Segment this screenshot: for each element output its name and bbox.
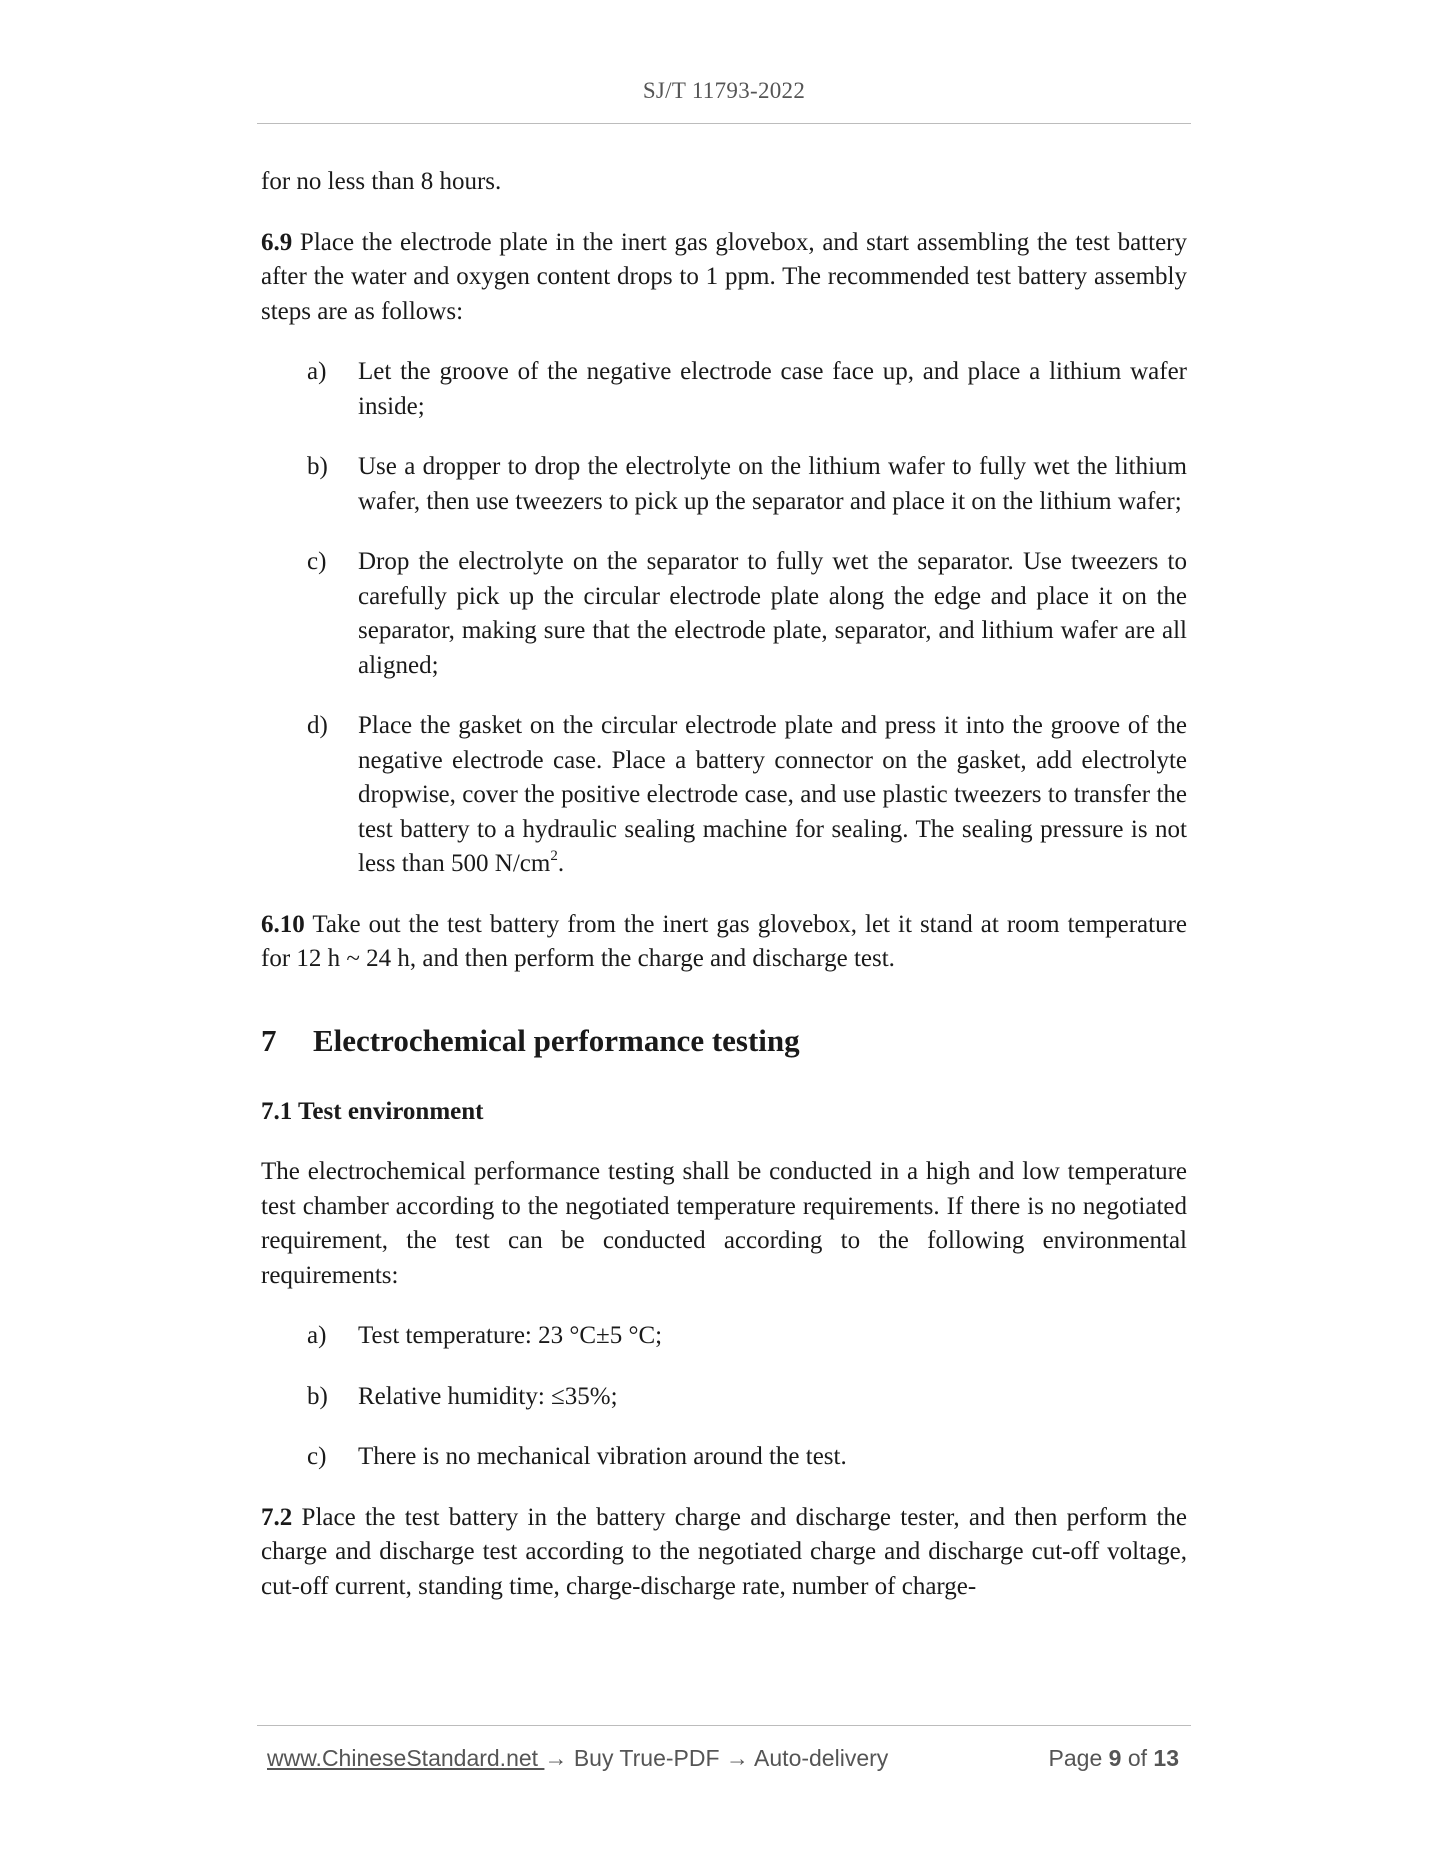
page-number xyxy=(1049,1745,1179,1772)
clause-6-9 xyxy=(261,226,1187,330)
clause-number: 6.10 xyxy=(261,910,305,938)
list-item-text: Let the groove of the negative electrode case face up, and place a lithium wafer inside; xyxy=(358,358,1187,420)
clause-number: 6.9 xyxy=(261,228,293,256)
list-item xyxy=(261,355,1187,424)
list-item xyxy=(261,545,1187,683)
section-title: Electrochemical performance testing xyxy=(313,1022,800,1058)
list-item xyxy=(261,709,1187,882)
clause-text: Take out the test battery from the inert gas glovebox, let it stand at room temperature for 12 h ~ 24 h, and then perform the charge and discharge test. xyxy=(261,910,1187,972)
clause-number: 7.2 xyxy=(261,1503,293,1531)
of-label: of xyxy=(1121,1745,1154,1771)
list-marker: c) xyxy=(307,1443,327,1470)
list-item xyxy=(261,450,1187,519)
list-item-text: Place the gasket on the circular electrode plate and press it into the groove of the negative electrode case. Place a battery connector on the gasket, add electrolyte dropwise, cover the positive electrode case, and use plastic tweezers to transfer the test battery to a hydraulic sealing machine for sealing. The sealing pressure is not less than 500 N/cm xyxy=(358,712,1187,877)
arrow-right-icon: → xyxy=(544,1745,568,1771)
list-marker: c) xyxy=(307,548,327,575)
clause-text: Place the electrode plate in the inert gas glovebox, and start assembling the test battery after the water and oxygen content drops to 1 ppm. The recommended test battery assembly steps are as follows: xyxy=(261,228,1187,325)
list-marker: a) xyxy=(307,358,327,385)
footer-divider xyxy=(257,1725,1191,1726)
list-marker: d) xyxy=(307,712,328,739)
list-item xyxy=(261,1319,1187,1354)
footer-left xyxy=(267,1745,888,1772)
site-link[interactable]: www.ChineseStandard.net xyxy=(267,1745,545,1771)
page-label: Page xyxy=(1048,1745,1109,1771)
auto-delivery-text: Auto-delivery xyxy=(748,1745,889,1771)
list-item-tail: . xyxy=(557,850,565,877)
clause-text: Place the test battery in the battery charge and discharge tester, and then perform the charge and discharge test according to the negotiated charge and discharge cut-off voltage, cut-off current, standing time, charge-discharge rate, number of charge- xyxy=(261,1503,1187,1600)
environment-requirements-list xyxy=(261,1319,1187,1475)
buy-text: Buy True-PDF xyxy=(567,1745,726,1771)
arrow-right-icon: → xyxy=(725,1745,749,1771)
list-marker: b) xyxy=(307,1382,328,1410)
assembly-steps-list xyxy=(261,355,1187,882)
section-heading-7 xyxy=(261,1021,1187,1061)
clause-6-10 xyxy=(261,908,1187,977)
page-header: SJ/T 11793-2022 xyxy=(642,78,806,103)
superscript: 2 xyxy=(550,847,558,864)
section-number: 7 xyxy=(261,1022,277,1058)
total-pages: 13 xyxy=(1153,1745,1179,1771)
list-item-text: Use a dropper to drop the electrolyte on the lithium wafer to fully wet the lithium wafer, then use tweezers to pick up the separator and place it on the lithium wafer; xyxy=(358,453,1187,515)
clause-7-1-text: The electrochemical performance testing shall be conducted in a high and low temperature test chamber according to the negotiated temperature requirements. If there is no negotiated requirement, the test can be conducted according to the following environmental requirements: xyxy=(261,1158,1187,1289)
list-marker: b) xyxy=(307,453,328,480)
page-body xyxy=(261,165,1187,1604)
list-marker: a) xyxy=(307,1322,327,1349)
list-item-text: Drop the electrolyte on the separator to fully wet the separator. Use tweezers to carefully pick up the circular electrode plate along the edge and place it on the separator, making sure that the electrode plate, separator, and lithium wafer are all aligned; xyxy=(358,548,1187,679)
list-item-text: Test temperature: 23 °C±5 °C; xyxy=(358,1322,663,1349)
header-divider xyxy=(257,123,1191,124)
list-item-text: There is no mechanical vibration around the test. xyxy=(358,1443,847,1470)
clause-7-2 xyxy=(261,1501,1187,1605)
list-item xyxy=(261,1380,1187,1415)
subsection-heading-7-1: 7.1 Test environment xyxy=(261,1097,484,1125)
page-footer xyxy=(267,1745,1179,1779)
list-item-text: Relative humidity: ≤35%; xyxy=(358,1382,618,1410)
list-item xyxy=(261,1440,1187,1475)
current-page: 9 xyxy=(1108,1745,1122,1771)
paragraph-continuation: for no less than 8 hours. xyxy=(261,168,502,195)
